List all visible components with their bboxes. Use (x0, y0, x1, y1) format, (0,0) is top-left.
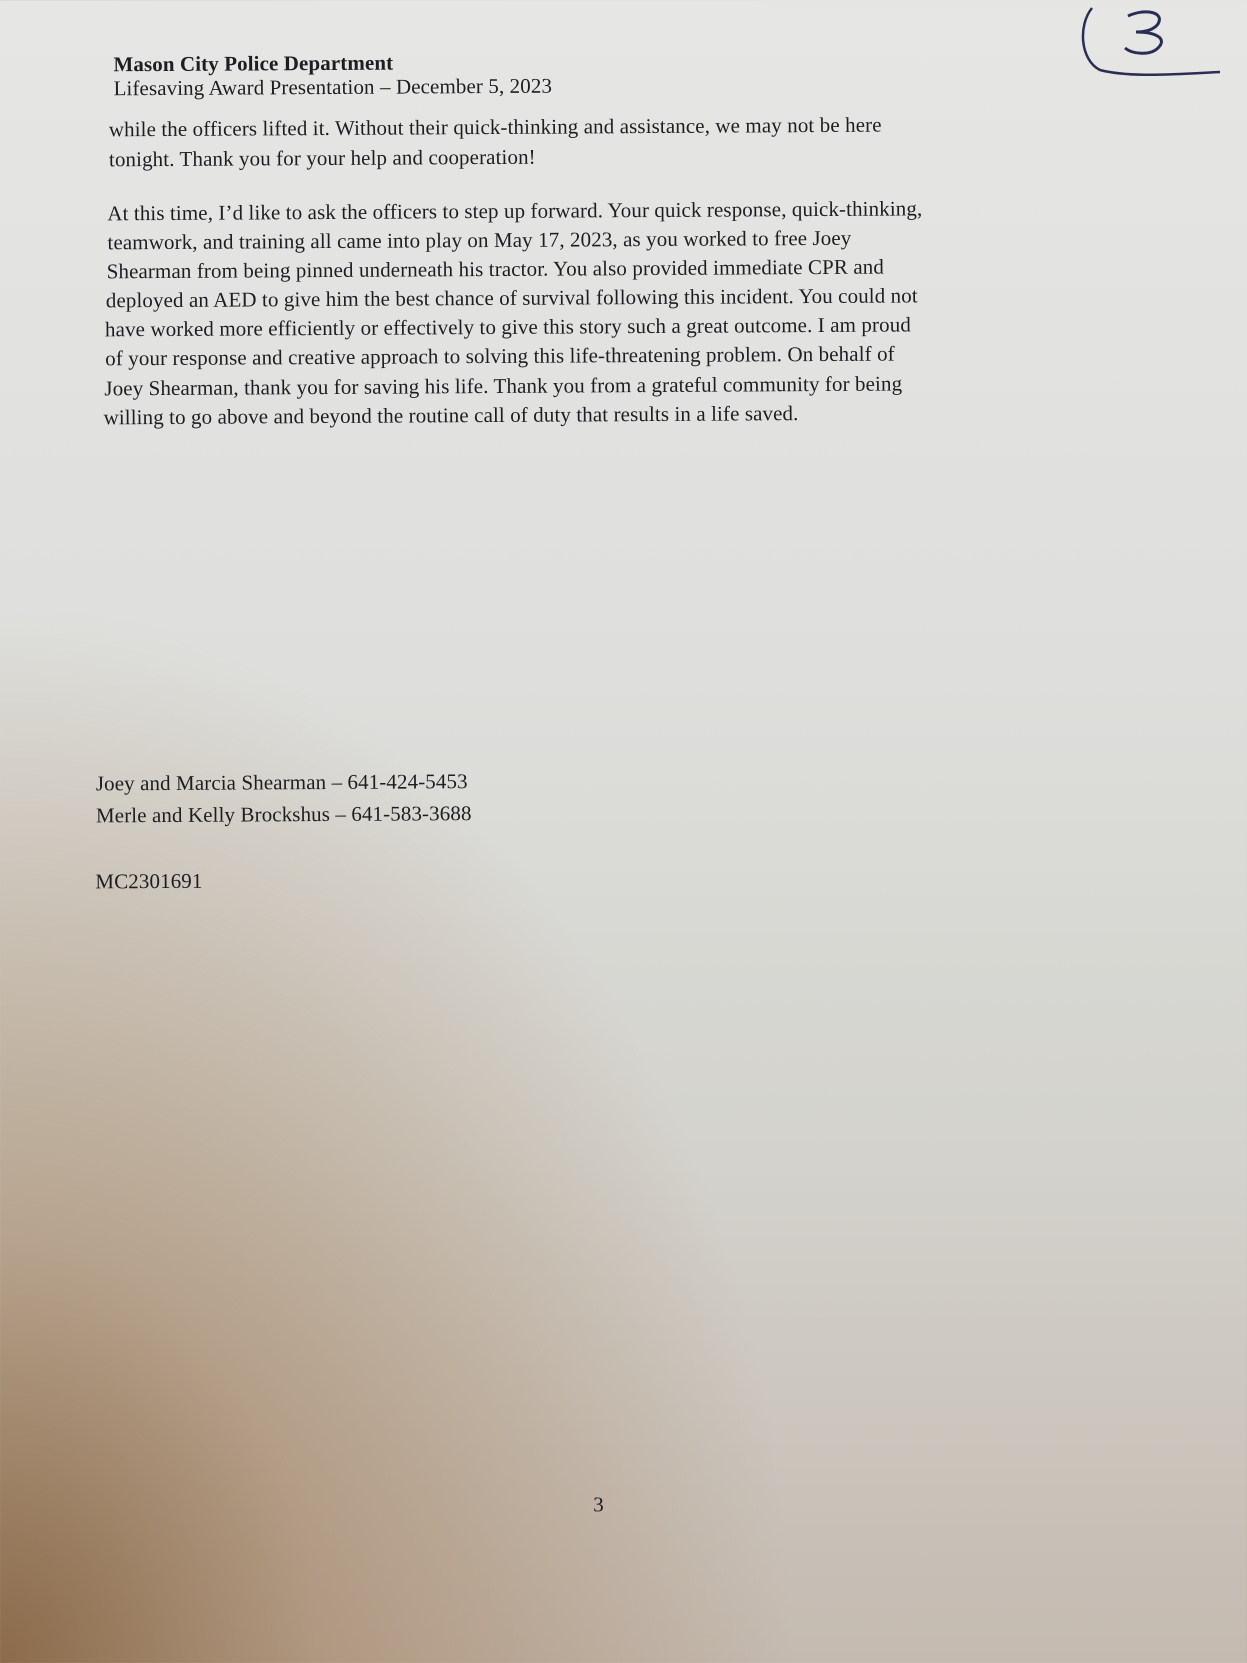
paragraph-line: of your response and creative approach to solving this life-threatening problem. On behalf of (105, 341, 895, 371)
contact-line: Merle and Kelly Brockshus – 641-583-3688 (95, 801, 472, 828)
page-number: 3 (593, 1492, 604, 1517)
paragraph-line: while the officers lifted it. Without their quick-thinking and assistance, we may not be here (108, 112, 882, 142)
paragraph-line: deployed an AED to give him the best chance of survival following this incident. You could not (105, 283, 918, 313)
case-number: MC2301691 (95, 868, 203, 894)
paragraph-line: Joey Shearman, thank you for saving his life. Thank you from a grateful community for being (104, 371, 903, 401)
paragraph-line: willing to go above and beyond the routine call of duty that results in a life saved. (103, 401, 799, 430)
paragraph-line: At this time, I’d like to ask the officers to step up forward. Your quick response, quick-thinking, (107, 196, 923, 226)
document-subtitle: Lifesaving Award Presentation – December 5, 2023 (113, 73, 553, 101)
paragraph-line: Shearman from being pinned underneath his tractor. You also provided immediate CPR and (106, 254, 885, 284)
paragraph-line: tonight. Thank you for your help and cooperation! (108, 144, 536, 172)
department-name: Mason City Police Department (113, 50, 394, 77)
contact-line: Joey and Marcia Shearman – 641-424-5453 (95, 769, 468, 796)
paragraph-line: have worked more efficiently or effectively to give this story such a great outcome. I am proud (104, 312, 911, 342)
paragraph-line: teamwork, and training all came into play on May 17, 2023, as you worked to free Joey (107, 225, 852, 255)
